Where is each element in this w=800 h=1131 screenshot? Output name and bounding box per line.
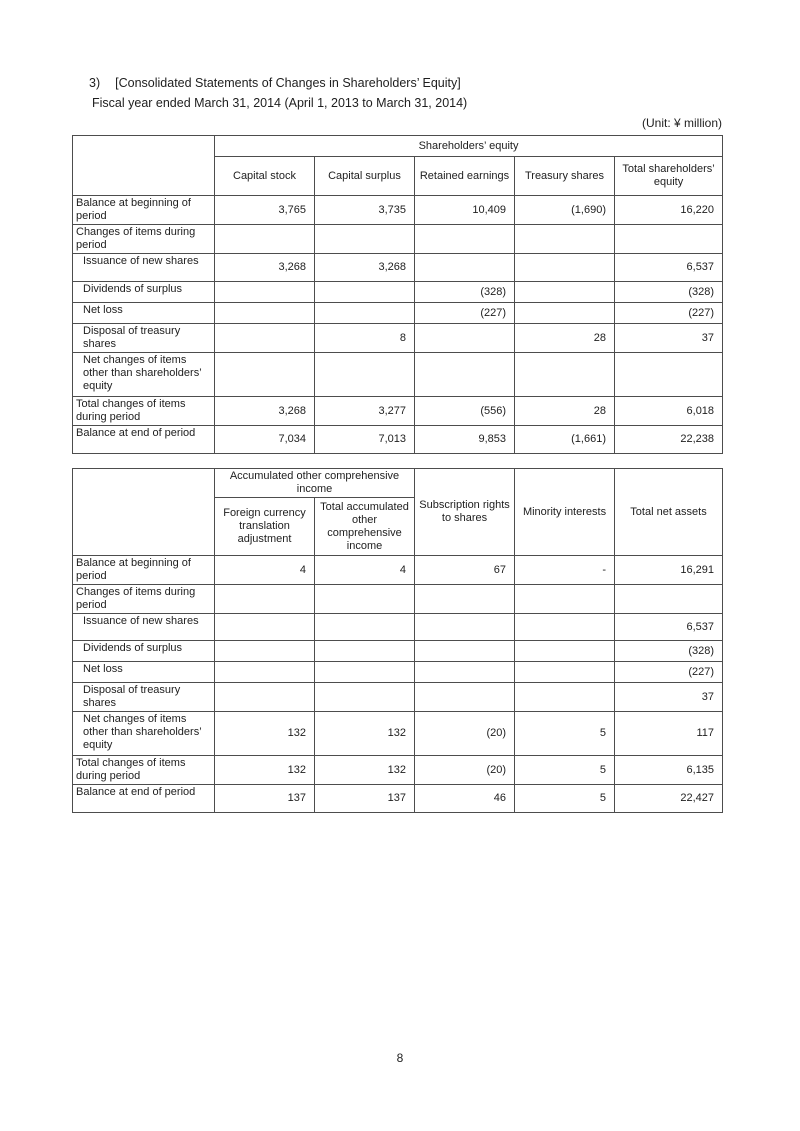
table-row xyxy=(73,585,723,614)
column-header-retained-earnings: Retained earnings xyxy=(415,157,515,196)
net-assets-table xyxy=(72,468,723,813)
value-cell xyxy=(515,353,615,397)
value-cell: 10,409 xyxy=(415,196,515,225)
table-row xyxy=(73,196,723,225)
row-label: Total changes of items during period xyxy=(73,397,215,426)
row-label: Changes of items during period xyxy=(73,585,215,614)
value-cell xyxy=(215,614,315,641)
section-title: [Consolidated Statements of Changes in Shareholders’ Equity] xyxy=(115,76,461,90)
value-cell: 117 xyxy=(615,712,723,756)
value-cell: 6,135 xyxy=(615,756,723,785)
row-label: Issuance of new shares xyxy=(73,254,215,282)
value-cell: (328) xyxy=(615,641,723,662)
value-cell: 9,853 xyxy=(415,426,515,454)
value-cell xyxy=(415,662,515,683)
row-label: Net changes of items other than shareholders’ equity xyxy=(73,353,215,397)
table-row xyxy=(73,756,723,785)
value-cell: 6,537 xyxy=(615,254,723,282)
value-cell xyxy=(515,282,615,303)
value-cell: (556) xyxy=(415,397,515,426)
value-cell: (1,661) xyxy=(515,426,615,454)
value-cell: (328) xyxy=(615,282,723,303)
value-cell: 3,277 xyxy=(315,397,415,426)
row-label: Balance at end of period xyxy=(73,426,215,454)
value-cell xyxy=(315,614,415,641)
value-cell: (227) xyxy=(415,303,515,324)
value-cell: 16,220 xyxy=(615,196,723,225)
value-cell xyxy=(215,683,315,712)
value-cell: 3,268 xyxy=(215,254,315,282)
row-label: Changes of items during period xyxy=(73,225,215,254)
value-cell: 132 xyxy=(215,756,315,785)
value-cell: 16,291 xyxy=(615,556,723,585)
table-row xyxy=(73,254,723,282)
value-cell xyxy=(515,254,615,282)
column-header-treasury-shares: Treasury shares xyxy=(515,157,615,196)
table-row xyxy=(73,303,723,324)
value-cell: 7,034 xyxy=(215,426,315,454)
corner-cell xyxy=(73,136,215,196)
value-cell xyxy=(515,662,615,683)
table-row xyxy=(73,225,723,254)
column-header-total-accumulated-oci: Total accumulated other comprehensive income xyxy=(315,498,415,556)
row-label: Balance at beginning of period xyxy=(73,196,215,225)
table-row xyxy=(73,556,723,585)
row-label: Disposal of treasury shares xyxy=(73,324,215,353)
value-cell xyxy=(415,683,515,712)
value-cell xyxy=(315,225,415,254)
value-cell: 137 xyxy=(315,785,415,813)
fiscal-year-subtitle: Fiscal year ended March 31, 2014 (April 1, 2013 to March 31, 2014) xyxy=(92,96,468,110)
value-cell xyxy=(215,585,315,614)
table-row xyxy=(73,683,723,712)
section-heading xyxy=(89,76,461,90)
value-cell: 3,268 xyxy=(315,254,415,282)
value-cell xyxy=(315,683,415,712)
value-cell: 132 xyxy=(315,712,415,756)
table-row xyxy=(73,662,723,683)
row-label: Dividends of surplus xyxy=(73,641,215,662)
value-cell xyxy=(415,324,515,353)
value-cell: 22,238 xyxy=(615,426,723,454)
value-cell xyxy=(215,303,315,324)
corner-cell xyxy=(73,469,215,556)
value-cell: 37 xyxy=(615,683,723,712)
value-cell: 5 xyxy=(515,756,615,785)
value-cell xyxy=(515,614,615,641)
value-cell: (227) xyxy=(615,662,723,683)
value-cell: 3,765 xyxy=(215,196,315,225)
value-cell xyxy=(315,303,415,324)
row-label: Net loss xyxy=(73,303,215,324)
value-cell xyxy=(315,585,415,614)
value-cell xyxy=(615,585,723,614)
section-number: 3) xyxy=(89,76,101,90)
value-cell xyxy=(315,353,415,397)
value-cell xyxy=(615,353,723,397)
value-cell: 22,427 xyxy=(615,785,723,813)
value-cell xyxy=(415,353,515,397)
value-cell xyxy=(415,585,515,614)
table-row xyxy=(73,282,723,303)
table-row xyxy=(73,712,723,756)
value-cell xyxy=(615,225,723,254)
row-label: Disposal of treasury shares xyxy=(73,683,215,712)
row-label: Issuance of new shares xyxy=(73,614,215,641)
column-header-total-net-assets: Total net assets xyxy=(615,469,723,556)
table-row xyxy=(73,641,723,662)
value-cell xyxy=(215,662,315,683)
value-cell: 4 xyxy=(215,556,315,585)
column-header-foreign-currency-translation: Foreign currency translation adjustment xyxy=(215,498,315,556)
unit-note: (Unit: ¥ million) xyxy=(641,116,722,130)
row-label: Dividends of surplus xyxy=(73,282,215,303)
column-header-capital-surplus: Capital surplus xyxy=(315,157,415,196)
value-cell xyxy=(415,641,515,662)
value-cell: 46 xyxy=(415,785,515,813)
value-cell: 132 xyxy=(215,712,315,756)
table-row xyxy=(73,785,723,813)
table-row xyxy=(73,324,723,353)
value-cell: 6,018 xyxy=(615,397,723,426)
row-label: Balance at end of period xyxy=(73,785,215,813)
group-header-accumulated-oci: Accumulated other comprehensive income xyxy=(215,469,415,498)
value-cell: 67 xyxy=(415,556,515,585)
value-cell xyxy=(215,641,315,662)
value-cell: 3,268 xyxy=(215,397,315,426)
value-cell xyxy=(415,614,515,641)
value-cell: 8 xyxy=(315,324,415,353)
value-cell xyxy=(415,225,515,254)
page-number: 8 xyxy=(396,1051,404,1065)
shareholders-equity-table xyxy=(72,135,723,454)
column-header-subscription-rights: Subscription rights to shares xyxy=(415,469,515,556)
table-row xyxy=(73,614,723,641)
value-cell xyxy=(215,353,315,397)
value-cell: 28 xyxy=(515,324,615,353)
value-cell xyxy=(515,303,615,324)
table-row xyxy=(73,353,723,397)
value-cell xyxy=(315,662,415,683)
value-cell xyxy=(315,641,415,662)
value-cell xyxy=(515,683,615,712)
value-cell: 6,537 xyxy=(615,614,723,641)
value-cell: (227) xyxy=(615,303,723,324)
value-cell xyxy=(215,324,315,353)
value-cell xyxy=(515,585,615,614)
value-cell: 132 xyxy=(315,756,415,785)
value-cell xyxy=(415,254,515,282)
column-header-capital-stock: Capital stock xyxy=(215,157,315,196)
row-label: Total changes of items during period xyxy=(73,756,215,785)
column-header-minority-interests: Minority interests xyxy=(515,469,615,556)
value-cell xyxy=(515,641,615,662)
value-cell: 28 xyxy=(515,397,615,426)
value-cell: 7,013 xyxy=(315,426,415,454)
column-header-total-shareholders-equity: Total shareholders’ equity xyxy=(615,157,723,196)
value-cell: (328) xyxy=(415,282,515,303)
value-cell: 3,735 xyxy=(315,196,415,225)
row-label: Balance at beginning of period xyxy=(73,556,215,585)
value-cell: - xyxy=(515,556,615,585)
value-cell: (20) xyxy=(415,712,515,756)
value-cell: 4 xyxy=(315,556,415,585)
value-cell xyxy=(215,225,315,254)
value-cell: 37 xyxy=(615,324,723,353)
value-cell: 137 xyxy=(215,785,315,813)
value-cell: 5 xyxy=(515,712,615,756)
value-cell xyxy=(515,225,615,254)
row-label: Net loss xyxy=(73,662,215,683)
row-label: Net changes of items other than shareholders’ equity xyxy=(73,712,215,756)
value-cell: (20) xyxy=(415,756,515,785)
value-cell: 5 xyxy=(515,785,615,813)
table-row xyxy=(73,397,723,426)
value-cell xyxy=(315,282,415,303)
group-header-shareholders-equity: Shareholders’ equity xyxy=(215,136,723,157)
table-row xyxy=(73,426,723,454)
value-cell: (1,690) xyxy=(515,196,615,225)
value-cell xyxy=(215,282,315,303)
